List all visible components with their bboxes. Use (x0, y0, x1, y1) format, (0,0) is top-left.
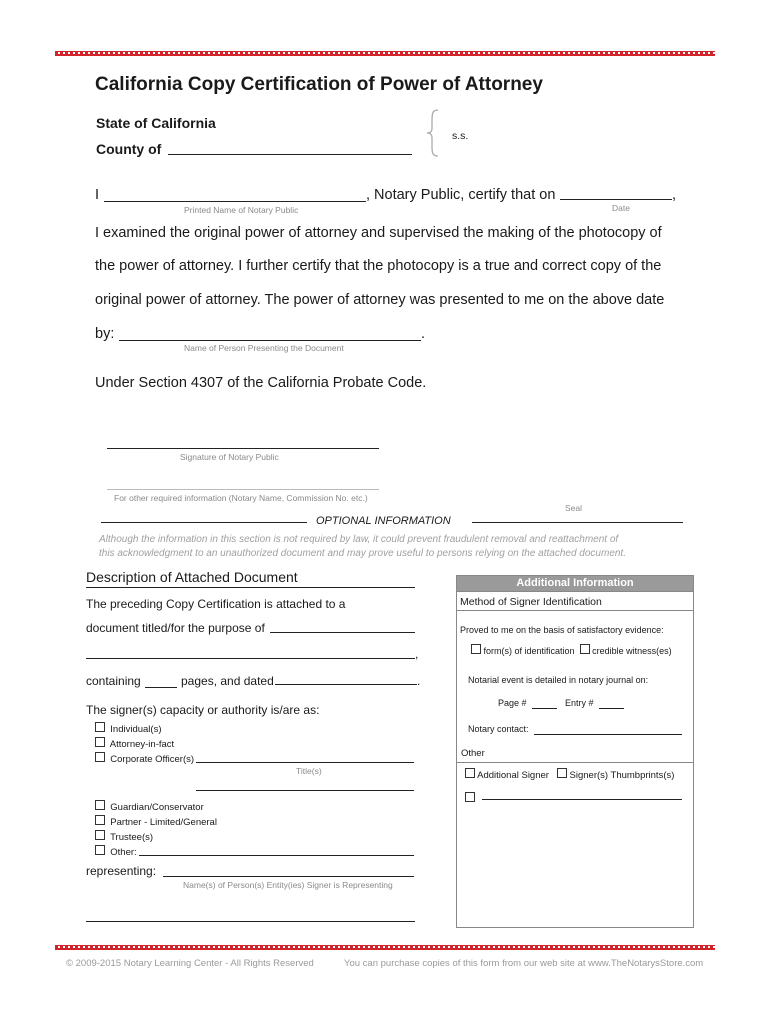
checkbox[interactable] (95, 722, 105, 732)
corporate-title-field[interactable] (196, 762, 414, 763)
representing-field-2[interactable] (86, 921, 415, 922)
page-label: Page # (498, 698, 527, 708)
option-label: Corporate Officer(s) (110, 754, 195, 765)
capacity-options-1 (95, 722, 194, 767)
entry-field[interactable] (599, 708, 624, 709)
other-info-caption: For other required information (Notary Name, Commission No. etc.) (114, 493, 368, 503)
notary-public-text: , Notary Public, certify that on (366, 187, 556, 203)
document-title-field-2[interactable] (86, 658, 415, 659)
option-label: Other: (110, 847, 137, 858)
capacity-option-guardian[interactable] (95, 800, 217, 815)
proved-text: Proved to me on the basis of satisfactory evidence: (460, 625, 664, 635)
additional-signer-label: Additional Signer (477, 770, 549, 781)
additional-signer-checkbox[interactable] (465, 768, 475, 778)
thumbprints-label: Signer(s) Thumbprints(s) (569, 770, 675, 781)
additional-info-header: Additional Information (457, 576, 693, 591)
other-option-field[interactable] (482, 799, 682, 800)
option-label: Trustee(s) (110, 832, 154, 843)
other-option (465, 789, 475, 807)
form-id-checkbox[interactable] (471, 644, 481, 654)
capacity-option-attorney[interactable] (95, 737, 194, 752)
capacity-option-partner[interactable] (95, 815, 217, 830)
state-label: State of California (96, 115, 216, 131)
checkbox[interactable] (95, 815, 105, 825)
other-capacity-field[interactable] (139, 855, 414, 856)
para-line-1: I examined the original power of attorney and supervised the making of the photocopy of (95, 225, 662, 241)
capacity-options-2 (95, 800, 217, 860)
notary-name-field[interactable] (104, 201, 366, 202)
page-field[interactable] (532, 708, 557, 709)
representing-field[interactable] (163, 876, 414, 877)
option-label: Partner - Limited/General (110, 817, 217, 828)
county-label: County of (96, 141, 162, 157)
journal-text: Notarial event is detailed in notary journal on: (468, 675, 649, 685)
optional-note-2: this acknowledgment to an unauthorized document and may prove useful to persons relying on the attached document. (99, 548, 626, 559)
brace-icon (424, 108, 444, 158)
attached-line-1: The preceding Copy Certification is attached to a (86, 597, 346, 611)
pages-dated-label: pages, and dated (181, 674, 274, 688)
checkbox[interactable] (95, 830, 105, 840)
capacity-option-other[interactable] (95, 845, 217, 860)
optional-heading: OPTIONAL INFORMATION (316, 515, 451, 527)
checkbox[interactable] (95, 845, 105, 855)
attached-heading-rule (86, 587, 415, 588)
checkbox[interactable] (95, 800, 105, 810)
bottom-border (55, 945, 715, 950)
method-divider (456, 610, 694, 611)
containing-label: containing (86, 674, 141, 688)
pages-field[interactable] (145, 687, 177, 688)
title-caption: Title(s) (296, 766, 322, 776)
dated-period: . (417, 674, 421, 688)
seal-label: Seal (565, 503, 583, 513)
other-info-field[interactable] (107, 489, 379, 490)
capacity-option-individual[interactable] (95, 722, 194, 737)
attached-line-2: document titled/for the purpose of (86, 621, 265, 635)
para-line-2: the power of attorney. I further certify that the photocopy is a true and correct copy of the (95, 258, 662, 274)
id-options (471, 644, 672, 656)
capacity-option-trustee[interactable] (95, 830, 217, 845)
signature-field[interactable] (107, 448, 379, 449)
by-period: . (421, 326, 426, 342)
option-label: Individual(s) (110, 724, 162, 735)
other-checkbox[interactable] (465, 792, 475, 802)
presenter-caption: Name of Person Presenting the Document (184, 343, 344, 353)
option-label: Guardian/Conservator (110, 802, 204, 813)
ss-label: s.s. (452, 130, 469, 142)
capacity-option-corporate[interactable] (95, 752, 194, 767)
capacity-label: The signer(s) capacity or authority is/are as: (86, 703, 320, 717)
other-divider (456, 762, 694, 763)
para-line-3: original power of attorney. The power of attorney was presented to me on the above date (95, 292, 665, 308)
credible-witness-label: credible witness(es) (592, 646, 672, 656)
county-field[interactable] (168, 154, 412, 155)
corporate-title-field-2[interactable] (196, 790, 414, 791)
contact-label: Notary contact: (468, 724, 529, 734)
contact-field[interactable] (534, 734, 682, 735)
title-comma: , (415, 647, 419, 661)
optional-rule-right (472, 522, 683, 523)
copyright-text: © 2009-2015 Notary Learning Center - All Rights Reserved (66, 958, 314, 969)
option-label: Attorney-in-fact (109, 739, 175, 750)
document-title-field[interactable] (270, 632, 415, 633)
checkbox[interactable] (95, 752, 105, 762)
probate-text: Under Section 4307 of the California Probate Code. (95, 375, 427, 391)
i-label: I (95, 187, 100, 203)
presenter-field[interactable] (119, 340, 421, 341)
attached-heading: Description of Attached Document (86, 569, 298, 585)
method-label: Method of Signer Identification (460, 596, 602, 608)
optional-note-1: Although the information in this section is not required by law, it could prevent fraudulent removal and reattachment of (99, 534, 619, 545)
checkbox[interactable] (95, 737, 105, 747)
optional-rule-left (101, 522, 307, 523)
entry-label: Entry # (565, 698, 594, 708)
representing-label: representing: (86, 864, 157, 878)
signer-options (465, 768, 674, 781)
credible-witness-checkbox[interactable] (580, 644, 590, 654)
other-label: Other (461, 748, 485, 759)
date-comma: , (672, 187, 677, 203)
thumbprints-checkbox[interactable] (557, 768, 567, 778)
date-field[interactable] (560, 199, 672, 200)
printed-name-caption: Printed Name of Notary Public (184, 205, 299, 215)
by-label: by: (95, 326, 115, 342)
dated-field[interactable] (275, 684, 417, 685)
representing-caption: Name(s) of Person(s) Entity(ies) Signer is Representing (183, 880, 393, 890)
page-title: California Copy Certification of Power of Attorney (95, 74, 543, 95)
purchase-text: You can purchase copies of this form from our web site at www.TheNotarysStore.com (344, 958, 704, 969)
form-id-label: form(s) of identification (483, 646, 575, 656)
signature-caption: Signature of Notary Public (180, 452, 279, 462)
top-border (55, 51, 715, 56)
date-caption: Date (612, 203, 630, 213)
